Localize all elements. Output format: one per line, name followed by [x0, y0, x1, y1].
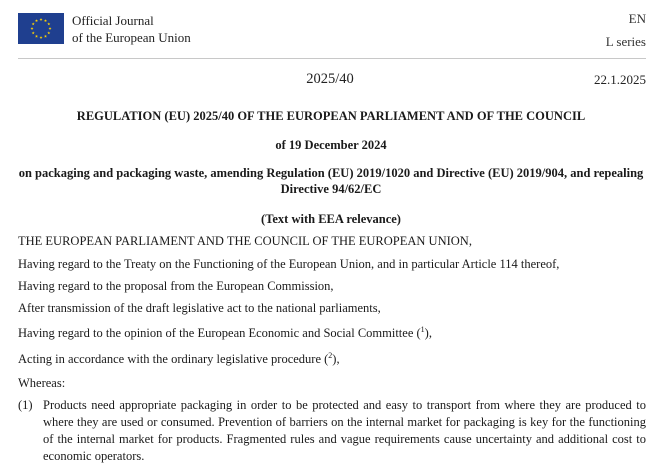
preamble-transmission: After transmission of the draft legislative act to the national parliaments, [18, 301, 381, 315]
regulation-subject: on packaging and packaging waste, amending Regulation (EU) 2019/1020 and Directive (EU) 2019/904, and repealing Directive 94/62/EC [18, 166, 644, 196]
regulation-date: of 19 December 2024 [275, 138, 387, 152]
preamble-procedure [18, 351, 648, 367]
eea-relevance: (Text with EEA relevance) [261, 212, 401, 226]
header-divider [18, 58, 646, 59]
journal-title-line1: Official Journal [72, 13, 154, 28]
journal-title [72, 12, 191, 46]
document-date: 22.1.2025 [594, 72, 646, 87]
footnote-link-2[interactable]: 2 [328, 351, 333, 360]
procedure-text: Acting in accordance with the ordinary legislative procedure ( [18, 352, 329, 366]
document-number: 2025/40 [306, 71, 354, 87]
recital-number: (1) [18, 398, 33, 412]
footnote-link-1[interactable]: 1 [420, 325, 425, 334]
recital-text: Products need appropriate packaging in order to be protected and easy to transport from where they are produced to where they are used or consumed. Prevention of barriers on the internal market for packaging is key for the functioning of the internal market for products. Fragmented rules and vague requirements cause uncertainty and additional cost to economic operators. [43, 398, 646, 463]
regulation-title: REGULATION (EU) 2025/40 OF THE EUROPEAN PARLIAMENT AND OF THE COUNCIL [76, 109, 586, 123]
language-code: EN [628, 11, 646, 26]
journal-header [0, 0, 660, 60]
procedure-close: ), [332, 352, 340, 366]
preamble-eesc-opinion [18, 325, 648, 341]
preamble-institutions: THE EUROPEAN PARLIAMENT AND THE COUNCIL OF THE EUROPEAN UNION, [18, 234, 472, 248]
preamble-treaty: Having regard to the Treaty on the Functioning of the European Union, and in particular Article 114 thereof, [18, 257, 560, 271]
eesc-text: Having regard to the opinion of the European Economic and Social Committee ( [18, 326, 421, 340]
eu-flag-svg [18, 13, 64, 44]
eu-flag-icon [18, 13, 64, 44]
journal-title-line2: of the European Union [72, 30, 191, 45]
preamble-proposal: Having regard to the proposal from the European Commission, [18, 279, 334, 293]
series-label: L series [605, 34, 646, 49]
eesc-close: ), [424, 326, 432, 340]
whereas-label: Whereas: [18, 376, 66, 390]
